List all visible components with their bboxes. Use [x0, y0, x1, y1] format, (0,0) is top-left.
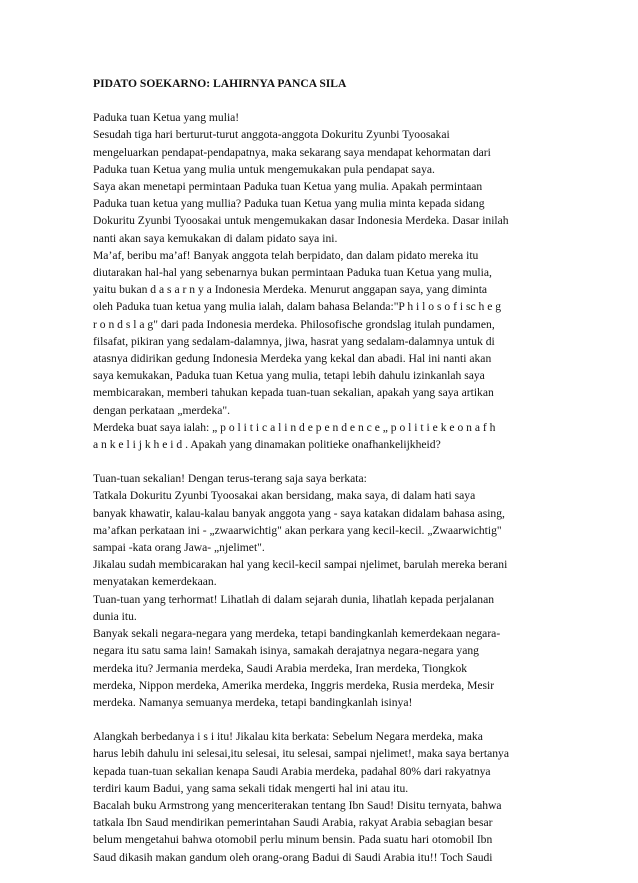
text-line: Sesudah tiga hari berturut-turut anggota-anggota Dokuritu Zyunbi Tyoosakai [93, 128, 450, 142]
text-line: negara itu satu sama lain! Samakah isinya, samakah derajatnya negara-negara yang [93, 644, 479, 658]
text-line: Merdeka buat saya ialah: „ p o l i t i c a l i n d e p e n d e n c e „ p o l i t i e k e o n a f h [93, 420, 496, 434]
text-line: Tatkala Dokuritu Zyunbi Tyoosakai akan bersidang, maka saya, di dalam hati saya [93, 489, 476, 503]
text-line: harus lebih dahulu ini selesai,itu selesai, itu selesai, sampai njelimet!, maka saya bertanya [93, 747, 509, 761]
text-line: terdiri kaum Badui, yang sama sekali tidak mengerti hal ini atau itu. [93, 781, 409, 795]
text-line: nanti akan saya kemukakan di dalam pidato saya ini. [93, 231, 338, 245]
text-line: diutarakan hal-hal yang sebenarnya bukan permintaan Paduka tuan Ketua yang mulia, [93, 266, 492, 280]
text-line: Bacalah buku Armstrong yang menceriterakan tentang Ibn Saud! Disitu ternyata, bahwa [93, 798, 502, 812]
text-line: merdeka itu? Jermania merdeka, Saudi Arabia merdeka, Iran merdeka, Tiongkok [93, 661, 468, 675]
text-line: yaitu bukan d a s a r n y a Indonesia Merdeka. Menurut anggapan saya, yang diminta [93, 283, 488, 297]
text-line: Saya akan menetapi permintaan Paduka tuan Ketua yang mulia. Apakah permintaan [93, 180, 483, 194]
text-line: merdeka, Nippon merdeka, Amerika merdeka, Inggris merdeka, Rusia merdeka, Mesir [93, 678, 495, 692]
text-line: dengan perkataan „merdeka". [93, 403, 231, 417]
text-line: r o n d s l a g" dari pada Indonesia merdeka. Philosofische grondslag itulah pundamen, [93, 317, 495, 331]
text-line: Paduka tuan ketua yang mullia? Paduka tuan Ketua yang mulia minta kepada sidang [93, 197, 485, 211]
text-line: dunia itu. [93, 609, 137, 623]
text-line: Tuan-tuan yang terhormat! Lihatlah di dalam sejarah dunia, lihatlah kepada perjalanan [93, 592, 495, 606]
paragraph [93, 728, 563, 866]
text-line: membicarakan, memberi tahukan kepada tuan-tuan sekalian, apakah yang saya artikan [93, 386, 494, 400]
text-line: a n k e l i j k h e i d . Apakah yang dinamakan politieke onafhankelijkheid? [93, 438, 441, 452]
text-line: tatkala Ibn Saud mendirikan pemerintahan Saudi Arabia, rakyat Arabia sebagian besar [93, 816, 493, 830]
text-line: sampai -kata orang Jawa- „njelimet". [93, 541, 265, 555]
document-body [93, 109, 563, 866]
text-line: Jikalau sudah membicarakan hal yang kecil-kecil sampai njelimet, barulah mereka berani [93, 558, 508, 572]
text-line: Ma’af, beribu ma’af! Banyak anggota telah berpidato, dan dalam pidato mereka itu [93, 248, 479, 262]
text-line: Dokuritu Zyunbi Tyoosakai untuk mengemukakan dasar Indonesia Merdeka. Dasar inilah [93, 214, 509, 228]
text-line: banyak khawatir, kalau-kalau banyak anggota yang - saya katakan didalam bahasa asing, [93, 506, 505, 520]
text-line: ma’afkan perkataan ini - „zwaarwichtig" akan perkara yang kecil-kecil. „Zwaarwichtig" [93, 523, 502, 537]
text-line: Tuan-tuan sekalian! Dengan terus-terang saja saya berkata: [93, 472, 367, 486]
text-line: Alangkah berbedanya i s i itu! Jikalau kita berkata: Sebelum Negara merdeka, maka [93, 730, 483, 744]
text-line: belum mengetahui bahwa otomobil perlu minum bensin. Pada suatu hari otomobil Ibn [93, 833, 493, 847]
text-line: kepada tuan-tuan sekalian kenapa Saudi Arabia merdeka, padahal 80% dari rakyatnya [93, 764, 491, 778]
paragraph [93, 109, 563, 453]
text-line: Paduka tuan Ketua yang mulia! [93, 111, 240, 125]
text-line: menyatakan kemerdekaan. [93, 575, 217, 589]
text-line: filsafat, pikiran yang sedalam-dalamnya, jiwa, hasrat yang sedalam-dalamnya untuk di [93, 334, 495, 348]
text-line: merdeka. Namanya semuanya merdeka, tetapi bandingkanlah isinya! [93, 695, 413, 709]
text-line: saya kemukakan, Paduka tuan Ketua yang mulia, tetapi lebih dahulu izinkanlah saya [93, 369, 485, 383]
text-line: Banyak sekali negara-negara yang merdeka, tetapi bandingkanlah kemerdekaan negara- [93, 627, 501, 641]
text-line: Saud dikasih makan gandum oleh orang-orang Badui di Saudi Arabia itu!! Toch Saudi [93, 850, 493, 864]
document-title: PIDATO SOEKARNO: LAHIRNYA PANCA SILA [93, 77, 347, 90]
text-line: Paduka tuan Ketua yang mulia untuk mengemukakan pula pendapat saya. [93, 162, 435, 176]
document-page [93, 75, 563, 883]
text-line: mengeluarkan pendapat-pendapatnya, maka sekarang saya mendapat kehormatan dari [93, 145, 491, 159]
text-line: oleh Paduka tuan ketua yang mulia ialah, dalam bahasa Belanda:"P h i l o s o f i sc h e g [93, 300, 502, 314]
paragraph [93, 470, 563, 711]
text-line: atasnya didirikan gedung Indonesia Merdeka yang kekal dan abadi. Hal ini nanti akan [93, 352, 492, 366]
